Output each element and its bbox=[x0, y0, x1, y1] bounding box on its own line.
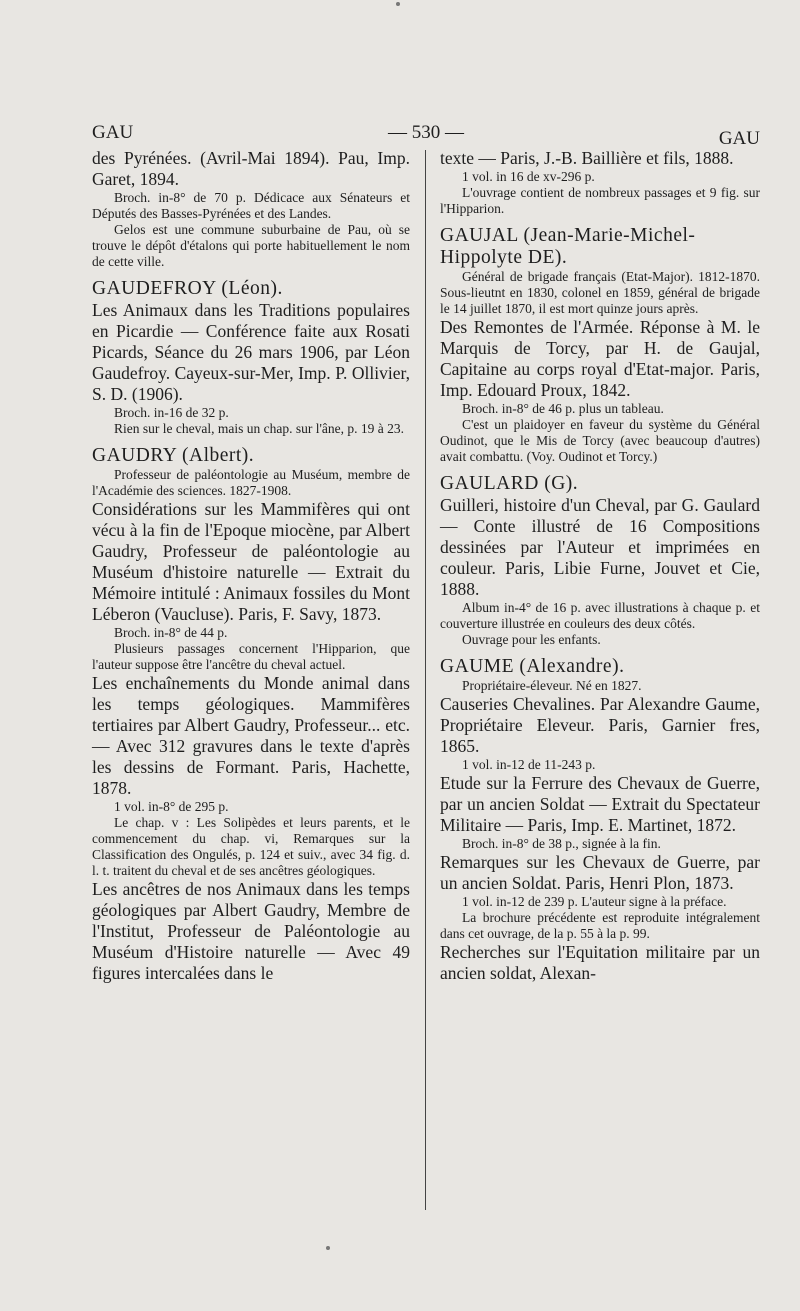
entry-note: Album in-4° de 16 p. avec illustrations à chaque p. et couverture illustrée en couleurs des deux côtés. bbox=[440, 600, 760, 631]
entry-title: Etude sur la Ferrure des Chevaux de Guerre, par un ancien Soldat — Extrait du Spectateur Militaire — Paris, Imp. E. Martinet, 1872. bbox=[440, 773, 760, 835]
entry-note: 1 vol. in-8° de 295 p. bbox=[114, 799, 229, 814]
entry-note: Propriétaire-éleveur. Né en 1827. bbox=[462, 678, 642, 693]
entry-note: Gelos est une commune suburbaine de Pau, où se trouve le dépôt d'étalons qui porte habituellement le nom de cette ville. bbox=[92, 222, 410, 269]
entry-title: texte — Paris, J.-B. Baillière et fils, 1888. bbox=[440, 148, 734, 168]
entry-title: Considérations sur les Mammifères qui ont vécu à la fin de l'Epoque miocène, par Albert Gaudry, Professeur de paléontologie au Muséum d'histoire naturelle — Extrait du Mémoire intitulé : Animaux fossiles du Mont Léberon (Vaucluse). Paris, F. Savy, 1873. bbox=[92, 499, 410, 624]
speck-mark bbox=[396, 2, 400, 6]
right-column bbox=[440, 148, 760, 984]
entry-title: Guilleri, histoire d'un Cheval, par G. Gaulard — Conte illustré de 16 Compositions dessinées par l'Auteur et imprimées en couleur. Paris, Libie Furne, Jouvet et Cie, 1888. bbox=[440, 495, 760, 599]
entry-title: Les Animaux dans les Traditions populaires en Picardie — Conférence faite aux Rosati Picards, Séance du 26 mars 1906, par Léon Gaudefroy. Cayeux-sur-Mer, Imp. P. Ollivier, S. D. (1906). bbox=[92, 300, 410, 404]
entry-note: Général de brigade français (Etat-Major). 1812-1870. Sous-lieutnt en 1830, colonel en 1859, général de brigade le 14 juillet 1870, il est mort quinze jours après. bbox=[440, 269, 760, 316]
author-heading: GAUME (Alexandre). bbox=[440, 656, 625, 677]
entry-note: Broch. in-16 de 32 p. bbox=[114, 405, 229, 420]
entry-note: 1 vol. in-12 de 11-243 p. bbox=[462, 757, 596, 772]
entry-note: C'est un plaidoyer en faveur du système du Général Oudinot, que le Mis de Torcy (avec beaucoup d'autres) avait combattu. (Voy. Oudinot et Torcy.) bbox=[440, 417, 760, 464]
entry-title: Les ancêtres de nos Animaux dans les temps géologiques par Albert Gaudry, Membre de l'Institut, Professeur de Paléontologie au Muséum d'Histoire naturelle — Avec 49 figures intercalées dans le bbox=[92, 879, 410, 983]
entry-note: Broch. in-8° de 44 p. bbox=[114, 625, 228, 640]
entry-note: Rien sur le cheval, mais un chap. sur l'âne, p. 19 à 23. bbox=[114, 421, 404, 436]
entry-note: La brochure précédente est reproduite intégralement dans cet ouvrage, de la p. 55 à la p. 99. bbox=[440, 910, 760, 941]
entry-note: Plusieurs passages concernent l'Hipparion, que l'auteur suppose être l'ancêtre du cheval actuel. bbox=[92, 641, 410, 672]
running-head-right: GAU bbox=[718, 128, 760, 149]
entry-title: Des Remontes de l'Armée. Réponse à M. le Marquis de Torcy, par H. de Gaujal, Capitaine au corps royal d'Etat-major. Paris, Imp. Edouard Proux, 1842. bbox=[440, 317, 760, 400]
speck-mark bbox=[326, 1246, 330, 1250]
author-heading: GAULARD (G). bbox=[440, 473, 579, 494]
entry-note: Broch. in-8° de 38 p., signée à la fin. bbox=[462, 836, 661, 851]
entry-note: Ouvrage pour les enfants. bbox=[462, 632, 601, 647]
entry-note: 1 vol. in-12 de 239 p. L'auteur signe à la préface. bbox=[462, 894, 727, 909]
page-number: — 530 — bbox=[388, 122, 464, 143]
entry-note: L'ouvrage contient de nombreux passages et 9 fig. sur l'Hipparion. bbox=[440, 185, 760, 216]
entry-note: Le chap. v : Les Solipèdes et leurs parents, et le commencement du chap. vi, Remarques sur la Classification des Ongulés, p. 124 et suiv., avec 34 fig. d. l. t. traitent du cheval et de ses ancêtres géologiques. bbox=[92, 815, 410, 878]
entry-title: Les enchaînements du Monde animal dans les temps géologiques. Mammifères tertiaires par Albert Gaudry, Professeur... etc. — Avec 312 gravures dans le texte d'après les dessins de Formant. Paris, Hachette, 1878. bbox=[92, 673, 410, 798]
column-divider bbox=[425, 150, 426, 1210]
entry-title: Remarques sur les Chevaux de Guerre, par un ancien Soldat. Paris, Henri Plon, 1873. bbox=[440, 852, 760, 893]
left-column bbox=[92, 148, 410, 984]
entry-note: Professeur de paléontologie au Muséum, membre de l'Académie des sciences. 1827-1908. bbox=[92, 467, 410, 498]
author-heading: GAUDRY (Albert). bbox=[92, 445, 255, 466]
entry-title: Recherches sur l'Equitation militaire par un ancien soldat, Alexan- bbox=[440, 942, 760, 983]
entry-note: 1 vol. in 16 de xv-296 p. bbox=[462, 169, 595, 184]
entry-note: Broch. in-8° de 70 p. Dédicace aux Sénateurs et Députés des Basses-Pyrénées et des Landes. bbox=[92, 190, 410, 221]
entry-note: Broch. in-8° de 46 p. plus un tableau. bbox=[462, 401, 664, 416]
author-heading: GAUJAL (Jean-Marie-Michel-Hippolyte DE). bbox=[440, 225, 696, 268]
entry-title: des Pyrénées. (Avril-Mai 1894). Pau, Imp. Garet, 1894. bbox=[92, 148, 410, 189]
entry-title: Causeries Chevalines. Par Alexandre Gaume, Propriétaire Eleveur. Paris, Garnier fres, 1865. bbox=[440, 694, 760, 756]
author-heading: GAUDEFROY (Léon). bbox=[92, 278, 283, 299]
running-head-left: GAU bbox=[92, 122, 134, 143]
page-header bbox=[92, 118, 760, 148]
